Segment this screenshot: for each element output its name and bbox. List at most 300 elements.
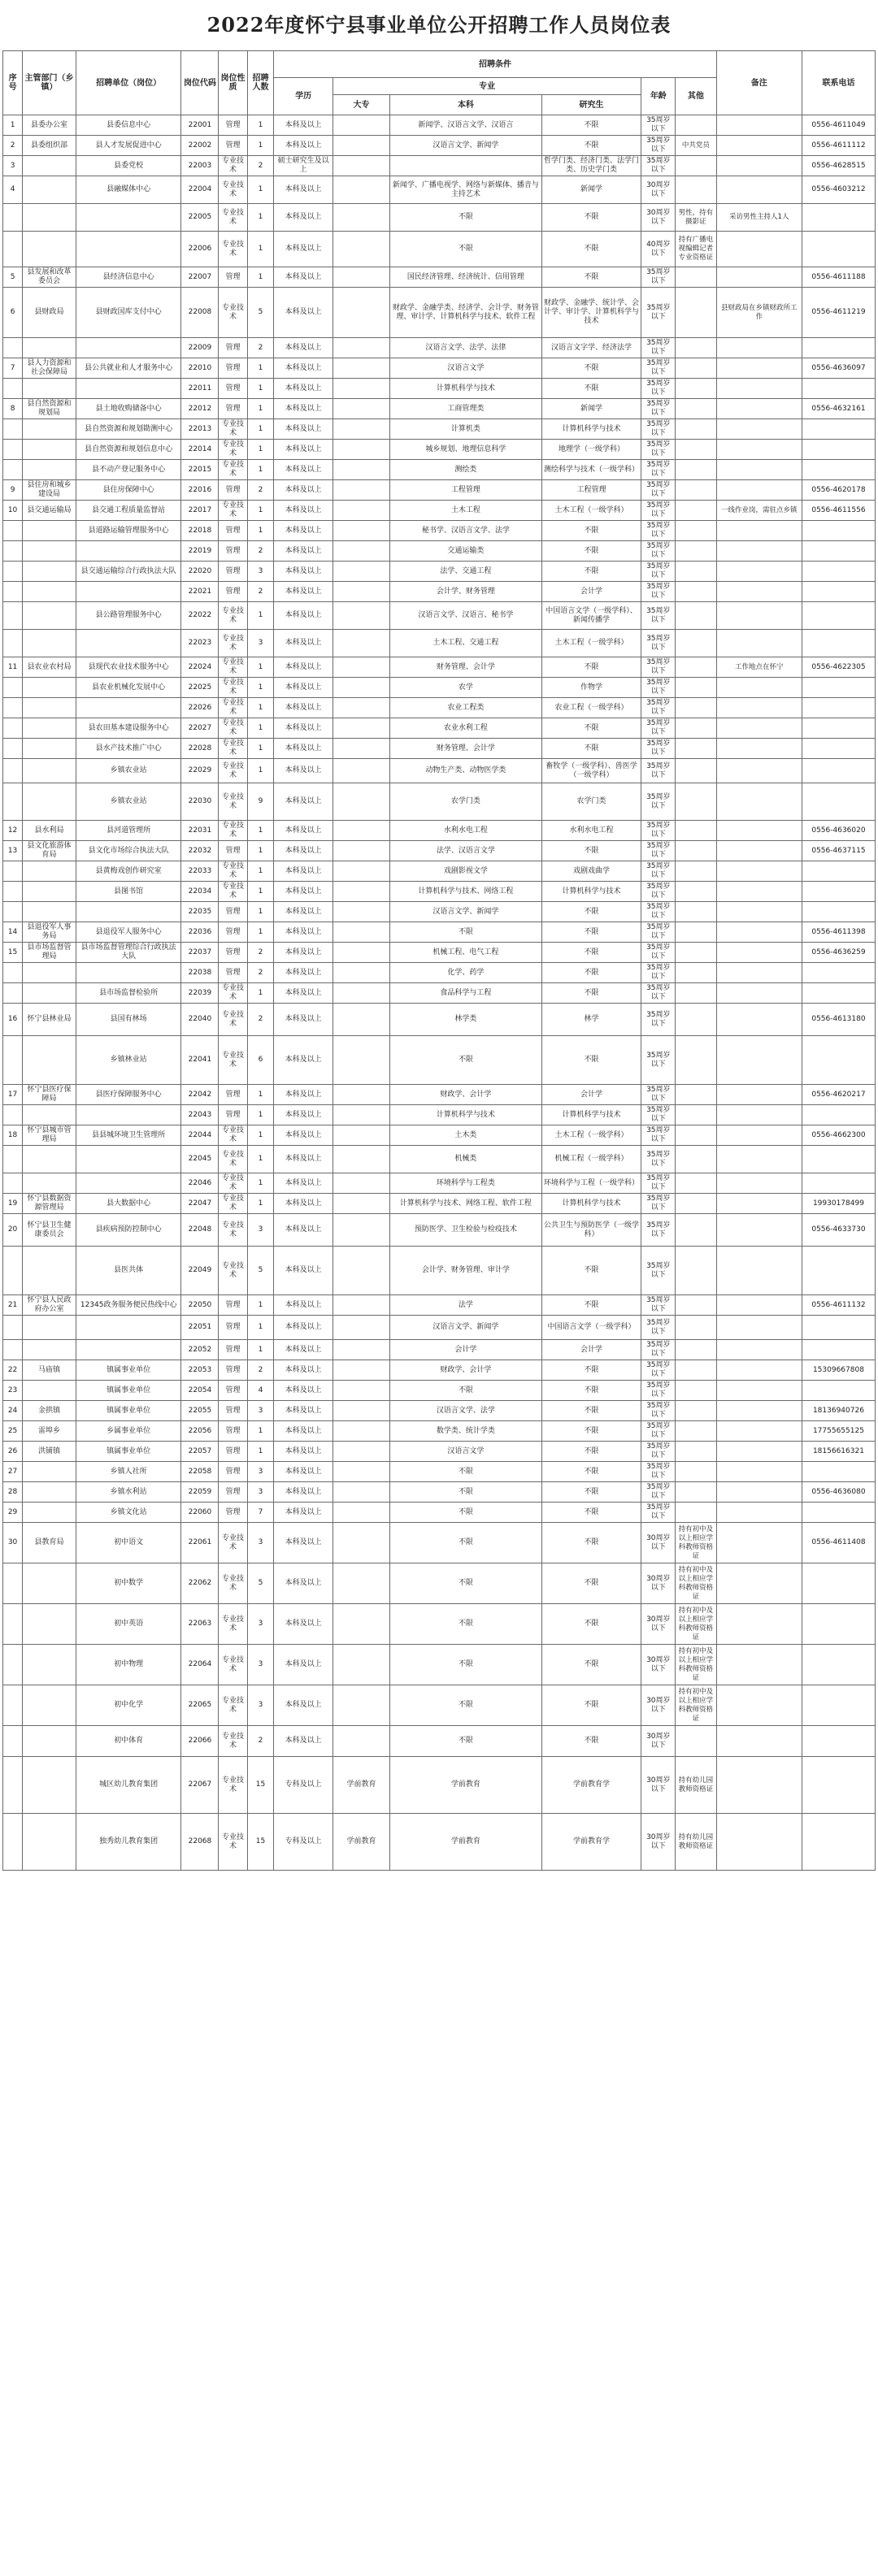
cell-code: 22029 <box>181 759 219 783</box>
cell-bachelor: 汉语言文学 <box>390 1442 542 1462</box>
cell-remark <box>716 963 802 983</box>
cell-graduate: 不限 <box>541 358 641 379</box>
cell-remark <box>716 1214 802 1247</box>
cell-unit <box>76 902 180 922</box>
cell-count: 3 <box>247 1645 274 1685</box>
cell-phone <box>802 1105 875 1125</box>
cell-remark <box>716 1295 802 1316</box>
cell-dept <box>23 630 76 657</box>
cell-remark <box>716 156 802 176</box>
cell-type: 管理 <box>219 1421 247 1442</box>
cell-phone <box>802 232 875 267</box>
cell-other <box>676 1340 716 1360</box>
cell-phone: 0556-4636097 <box>802 358 875 379</box>
cell-dept <box>23 440 76 460</box>
cell-unit <box>76 582 180 602</box>
cell-seq <box>3 602 23 630</box>
cell-bachelor: 新闻学、广播电视学、网络与新媒体、播音与主持艺术 <box>390 176 542 204</box>
cell-dept <box>23 882 76 902</box>
cell-seq <box>3 338 23 358</box>
cell-college <box>333 841 389 861</box>
cell-type: 专业技术 <box>219 759 247 783</box>
table-row <box>3 678 876 698</box>
cell-phone <box>802 419 875 440</box>
cell-seq: 9 <box>3 480 23 501</box>
cell-graduate: 不限 <box>541 1442 641 1462</box>
cell-dept <box>23 521 76 541</box>
cell-type: 专业技术 <box>219 630 247 657</box>
cell-type: 专业技术 <box>219 678 247 698</box>
cell-remark <box>716 1604 802 1645</box>
cell-unit: 县委党校 <box>76 156 180 176</box>
cell-college <box>333 1085 389 1105</box>
cell-phone <box>802 983 875 1004</box>
cell-remark: 县财政局在乡镇财政所工作 <box>716 288 802 338</box>
cell-unit <box>76 541 180 562</box>
cell-other <box>676 1442 716 1462</box>
cell-unit <box>76 1146 180 1173</box>
cell-count: 3 <box>247 1523 274 1563</box>
cell-phone <box>802 582 875 602</box>
cell-code: 22020 <box>181 562 219 582</box>
cell-bachelor: 汉语言文学 <box>390 358 542 379</box>
cell-code: 22031 <box>181 821 219 841</box>
cell-graduate: 测绘科学与技术（一级学科） <box>541 460 641 480</box>
cell-count: 15 <box>247 1757 274 1814</box>
cell-dept: 县委组织部 <box>23 136 76 156</box>
cell-graduate: 不限 <box>541 1381 641 1401</box>
cell-code: 22035 <box>181 902 219 922</box>
table-row <box>3 983 876 1004</box>
cell-dept: 怀宁县人民政府办公室 <box>23 1295 76 1316</box>
cell-age: 35周岁以下 <box>641 630 676 657</box>
cell-other <box>676 963 716 983</box>
cell-unit: 县经济信息中心 <box>76 267 180 288</box>
cell-education: 本科及以上 <box>274 963 333 983</box>
cell-graduate: 不限 <box>541 115 641 136</box>
header-remark: 备注 <box>716 51 802 115</box>
cell-dept: 县人力资源和社会保障局 <box>23 358 76 379</box>
cell-code: 22061 <box>181 1523 219 1563</box>
cell-dept <box>23 460 76 480</box>
cell-type: 专业技术 <box>219 419 247 440</box>
cell-age: 35周岁以下 <box>641 698 676 718</box>
cell-college <box>333 602 389 630</box>
cell-age: 35周岁以下 <box>641 861 676 882</box>
cell-college <box>333 156 389 176</box>
cell-bachelor: 计算机科学与技术 <box>390 379 542 399</box>
cell-seq: 22 <box>3 1360 23 1381</box>
cell-graduate: 学前教育学 <box>541 1757 641 1814</box>
cell-code: 22007 <box>181 267 219 288</box>
cell-seq: 6 <box>3 288 23 338</box>
cell-education: 本科及以上 <box>274 1316 333 1340</box>
cell-remark: 工作地点在怀宁 <box>716 657 802 678</box>
cell-graduate: 会计学 <box>541 1340 641 1360</box>
cell-count: 1 <box>247 739 274 759</box>
cell-type: 管理 <box>219 1105 247 1125</box>
cell-other <box>676 1247 716 1295</box>
cell-bachelor: 不限 <box>390 232 542 267</box>
cell-college <box>333 1462 389 1482</box>
cell-type: 管理 <box>219 1503 247 1523</box>
cell-other <box>676 480 716 501</box>
cell-code: 22017 <box>181 501 219 521</box>
cell-seq <box>3 698 23 718</box>
cell-phone <box>802 882 875 902</box>
cell-bachelor: 工商管理类 <box>390 399 542 419</box>
cell-education: 本科及以上 <box>274 861 333 882</box>
cell-college <box>333 943 389 963</box>
cell-count: 1 <box>247 759 274 783</box>
table-row <box>3 480 876 501</box>
cell-type: 管理 <box>219 338 247 358</box>
table-row <box>3 267 876 288</box>
cell-phone: 15309667808 <box>802 1360 875 1381</box>
cell-education: 本科及以上 <box>274 1645 333 1685</box>
cell-graduate: 会计学 <box>541 582 641 602</box>
cell-count: 1 <box>247 1194 274 1214</box>
cell-code: 22055 <box>181 1401 219 1421</box>
cell-bachelor: 农业水利工程 <box>390 718 542 739</box>
cell-count: 1 <box>247 521 274 541</box>
cell-code: 22065 <box>181 1685 219 1726</box>
cell-code: 22049 <box>181 1247 219 1295</box>
table-row <box>3 1381 876 1401</box>
cell-unit: 乡镇人社所 <box>76 1462 180 1482</box>
table-row <box>3 501 876 521</box>
table-row <box>3 115 876 136</box>
cell-phone: 0556-4620178 <box>802 480 875 501</box>
cell-phone <box>802 861 875 882</box>
cell-age: 35周岁以下 <box>641 718 676 739</box>
cell-seq: 7 <box>3 358 23 379</box>
cell-age: 35周岁以下 <box>641 440 676 460</box>
cell-type: 管理 <box>219 1295 247 1316</box>
cell-age: 35周岁以下 <box>641 1214 676 1247</box>
cell-unit: 县公路管理服务中心 <box>76 602 180 630</box>
cell-code: 22011 <box>181 379 219 399</box>
cell-college <box>333 267 389 288</box>
cell-age: 35周岁以下 <box>641 1316 676 1340</box>
cell-phone <box>802 902 875 922</box>
cell-remark <box>716 338 802 358</box>
table-row <box>3 1316 876 1340</box>
cell-code: 22051 <box>181 1316 219 1340</box>
cell-other <box>676 1036 716 1085</box>
cell-age: 35周岁以下 <box>641 678 676 698</box>
cell-phone <box>802 718 875 739</box>
cell-other <box>676 902 716 922</box>
cell-seq: 13 <box>3 841 23 861</box>
cell-age: 35周岁以下 <box>641 1004 676 1036</box>
cell-age: 35周岁以下 <box>641 943 676 963</box>
cell-unit: 初中数学 <box>76 1563 180 1604</box>
cell-college <box>333 882 389 902</box>
cell-count: 1 <box>247 922 274 943</box>
cell-graduate: 中国语言文学（一级学科） <box>541 1316 641 1340</box>
cell-graduate: 新闻学 <box>541 399 641 419</box>
cell-graduate: 地理学（一级学科） <box>541 440 641 460</box>
cell-type: 专业技术 <box>219 821 247 841</box>
cell-phone <box>802 1173 875 1194</box>
cell-seq: 10 <box>3 501 23 521</box>
cell-education: 本科及以上 <box>274 1360 333 1381</box>
cell-code: 22037 <box>181 943 219 963</box>
cell-bachelor: 汉语言文学、汉语言、秘书学 <box>390 602 542 630</box>
cell-code: 22016 <box>181 480 219 501</box>
cell-seq: 30 <box>3 1523 23 1563</box>
cell-type: 专业技术 <box>219 1247 247 1295</box>
cell-type: 专业技术 <box>219 718 247 739</box>
cell-type: 管理 <box>219 267 247 288</box>
cell-other <box>676 1085 716 1105</box>
cell-age: 30周岁以下 <box>641 1645 676 1685</box>
cell-code: 22056 <box>181 1421 219 1442</box>
cell-count: 5 <box>247 288 274 338</box>
cell-education: 本科及以上 <box>274 204 333 232</box>
cell-count: 2 <box>247 943 274 963</box>
cell-type: 管理 <box>219 115 247 136</box>
cell-seq <box>3 204 23 232</box>
cell-other <box>676 1214 716 1247</box>
cell-graduate: 不限 <box>541 1645 641 1685</box>
cell-other: 持有初中及以上相应学科教师资格证 <box>676 1523 716 1563</box>
cell-education: 本科及以上 <box>274 582 333 602</box>
cell-graduate: 计算机科学与技术 <box>541 1105 641 1125</box>
table-row <box>3 1523 876 1563</box>
table-row <box>3 783 876 821</box>
table-row <box>3 358 876 379</box>
cell-code: 22018 <box>181 521 219 541</box>
cell-other: 持有初中及以上相应学科教师资格证 <box>676 1563 716 1604</box>
cell-code: 22044 <box>181 1125 219 1146</box>
cell-unit: 初中英语 <box>76 1604 180 1645</box>
cell-dept: 怀宁县林业局 <box>23 1004 76 1036</box>
cell-phone <box>802 759 875 783</box>
cell-remark <box>716 1523 802 1563</box>
table-row <box>3 1462 876 1482</box>
table-row <box>3 1685 876 1726</box>
table-row <box>3 562 876 582</box>
cell-phone <box>802 602 875 630</box>
cell-bachelor: 土木工程、交通工程 <box>390 630 542 657</box>
cell-education: 本科及以上 <box>274 541 333 562</box>
cell-dept <box>23 1814 76 1871</box>
cell-age: 35周岁以下 <box>641 358 676 379</box>
cell-remark: 一线作业岗，需驻点乡镇 <box>716 501 802 521</box>
cell-phone: 18136940726 <box>802 1401 875 1421</box>
cell-graduate: 农学门类 <box>541 783 641 821</box>
cell-age: 35周岁以下 <box>641 657 676 678</box>
cell-dept <box>23 1563 76 1604</box>
cell-dept: 县教育局 <box>23 1523 76 1563</box>
cell-college <box>333 1645 389 1685</box>
cell-count: 7 <box>247 1503 274 1523</box>
cell-seq <box>3 1814 23 1871</box>
cell-code: 22003 <box>181 156 219 176</box>
cell-count: 1 <box>247 399 274 419</box>
cell-unit: 县医疗保障服务中心 <box>76 1085 180 1105</box>
cell-phone <box>802 338 875 358</box>
cell-other <box>676 267 716 288</box>
cell-college <box>333 1685 389 1726</box>
cell-age: 35周岁以下 <box>641 841 676 861</box>
table-row <box>3 1360 876 1381</box>
cell-age: 35周岁以下 <box>641 1125 676 1146</box>
cell-age: 35周岁以下 <box>641 156 676 176</box>
cell-unit <box>76 1105 180 1125</box>
cell-code: 22057 <box>181 1442 219 1462</box>
cell-college: 学前教育 <box>333 1814 389 1871</box>
table-row <box>3 1482 876 1503</box>
cell-dept <box>23 1645 76 1685</box>
cell-count: 1 <box>247 698 274 718</box>
cell-college <box>333 379 389 399</box>
cell-other <box>676 1194 716 1214</box>
cell-remark <box>716 1563 802 1604</box>
cell-education: 本科及以上 <box>274 1563 333 1604</box>
cell-education: 本科及以上 <box>274 1604 333 1645</box>
cell-unit: 县疾病预防控制中心 <box>76 1214 180 1247</box>
cell-code: 22008 <box>181 288 219 338</box>
cell-other <box>676 922 716 943</box>
cell-graduate: 不限 <box>541 204 641 232</box>
cell-bachelor: 计算机类 <box>390 419 542 440</box>
table-row <box>3 1194 876 1214</box>
cell-phone <box>802 1146 875 1173</box>
cell-dept <box>23 1036 76 1085</box>
table-row <box>3 232 876 267</box>
cell-unit <box>76 630 180 657</box>
cell-other <box>676 1482 716 1503</box>
cell-bachelor: 不限 <box>390 1036 542 1085</box>
cell-bachelor: 动物生产类、动物医学类 <box>390 759 542 783</box>
cell-education: 本科及以上 <box>274 232 333 267</box>
cell-graduate: 不限 <box>541 739 641 759</box>
cell-dept <box>23 176 76 204</box>
cell-seq <box>3 541 23 562</box>
cell-graduate: 不限 <box>541 841 641 861</box>
cell-graduate: 环境科学与工程（一级学科） <box>541 1173 641 1194</box>
cell-bachelor: 计算机科学与技术、网络工程 <box>390 882 542 902</box>
cell-age: 35周岁以下 <box>641 1146 676 1173</box>
cell-code: 22005 <box>181 204 219 232</box>
table-row <box>3 1105 876 1125</box>
cell-remark <box>716 698 802 718</box>
cell-age: 35周岁以下 <box>641 582 676 602</box>
cell-count: 1 <box>247 1105 274 1125</box>
cell-education: 本科及以上 <box>274 1401 333 1421</box>
cell-age: 35周岁以下 <box>641 783 676 821</box>
cell-age: 35周岁以下 <box>641 136 676 156</box>
cell-age: 35周岁以下 <box>641 1105 676 1125</box>
cell-dept <box>23 232 76 267</box>
cell-count: 1 <box>247 1340 274 1360</box>
cell-type: 管理 <box>219 1085 247 1105</box>
table-row <box>3 922 876 943</box>
cell-count: 3 <box>247 1214 274 1247</box>
cell-seq: 21 <box>3 1295 23 1316</box>
cell-unit: 县水产技术推广中心 <box>76 739 180 759</box>
cell-other <box>676 821 716 841</box>
cell-bachelor: 会计学、财务管理 <box>390 582 542 602</box>
cell-bachelor: 交通运输类 <box>390 541 542 562</box>
header-count: 招聘人数 <box>247 51 274 115</box>
cell-seq <box>3 861 23 882</box>
cell-phone <box>802 1462 875 1482</box>
cell-education: 本科及以上 <box>274 358 333 379</box>
cell-count: 1 <box>247 232 274 267</box>
cell-type: 管理 <box>219 1340 247 1360</box>
cell-dept <box>23 379 76 399</box>
cell-graduate: 不限 <box>541 1401 641 1421</box>
cell-count: 1 <box>247 267 274 288</box>
cell-phone: 0556-4611408 <box>802 1523 875 1563</box>
cell-remark <box>716 902 802 922</box>
cell-unit: 初中语文 <box>76 1523 180 1563</box>
cell-college <box>333 521 389 541</box>
table-row <box>3 739 876 759</box>
cell-remark <box>716 1085 802 1105</box>
cell-other: 持有幼儿园教师资格证 <box>676 1814 716 1871</box>
cell-education: 本科及以上 <box>274 115 333 136</box>
cell-remark <box>716 541 802 562</box>
cell-remark <box>716 267 802 288</box>
cell-unit: 县县城环境卫生管理所 <box>76 1125 180 1146</box>
cell-bachelor: 不限 <box>390 922 542 943</box>
cell-count: 6 <box>247 1036 274 1085</box>
cell-other: 持有幼儿园教师资格证 <box>676 1757 716 1814</box>
cell-age: 35周岁以下 <box>641 1036 676 1085</box>
cell-remark <box>716 922 802 943</box>
cell-phone <box>802 1726 875 1757</box>
cell-remark <box>716 1125 802 1146</box>
cell-seq <box>3 759 23 783</box>
cell-college <box>333 419 389 440</box>
cell-type: 管理 <box>219 922 247 943</box>
cell-college <box>333 338 389 358</box>
cell-code: 22052 <box>181 1340 219 1360</box>
cell-graduate: 不限 <box>541 136 641 156</box>
cell-other <box>676 1146 716 1173</box>
table-row <box>3 1247 876 1295</box>
cell-other <box>676 399 716 419</box>
cell-code: 22060 <box>181 1503 219 1523</box>
cell-type: 专业技术 <box>219 1757 247 1814</box>
cell-graduate: 农业工程（一级学科） <box>541 698 641 718</box>
cell-type: 专业技术 <box>219 1036 247 1085</box>
cell-other <box>676 1004 716 1036</box>
cell-phone <box>802 1503 875 1523</box>
cell-bachelor: 食品科学与工程 <box>390 983 542 1004</box>
cell-count: 2 <box>247 963 274 983</box>
cell-type: 管理 <box>219 1381 247 1401</box>
cell-college <box>333 821 389 841</box>
cell-code: 22068 <box>181 1814 219 1871</box>
cell-unit: 初中体育 <box>76 1726 180 1757</box>
table-row <box>3 541 876 562</box>
cell-type: 专业技术 <box>219 1194 247 1214</box>
cell-seq: 8 <box>3 399 23 419</box>
cell-code: 22059 <box>181 1482 219 1503</box>
cell-education: 本科及以上 <box>274 1173 333 1194</box>
cell-bachelor: 汉语言文学、新闻学 <box>390 136 542 156</box>
cell-graduate: 土木工程（一级学科） <box>541 501 641 521</box>
cell-phone: 0556-4636080 <box>802 1482 875 1503</box>
cell-count: 1 <box>247 419 274 440</box>
cell-bachelor: 不限 <box>390 1563 542 1604</box>
